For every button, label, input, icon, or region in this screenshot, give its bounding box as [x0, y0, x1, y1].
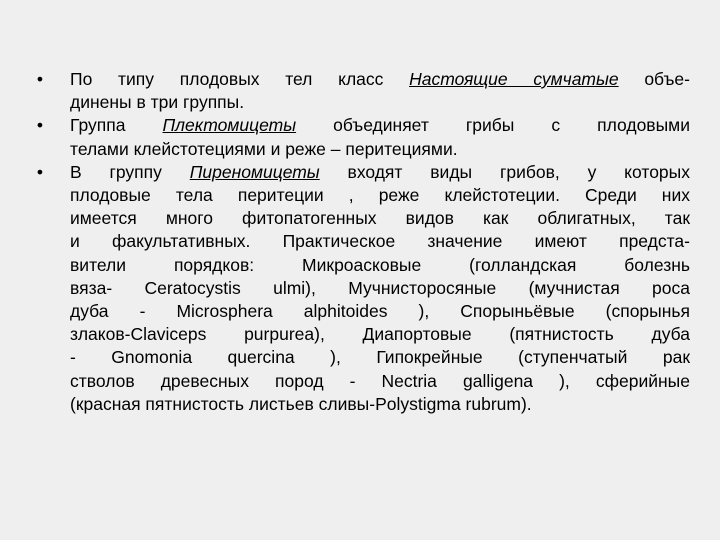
- bullet-line: вяза- Ceratocystis ulmi), Мучнисторосяные (мучнистая роса: [70, 277, 690, 298]
- bullet-line: динены в три группы.: [70, 92, 245, 113]
- bullet-line: [70, 114, 690, 137]
- text-run: входят виды грибов, у которых: [319, 161, 690, 182]
- bullet-item-2: [30, 114, 690, 160]
- text-run: В группу: [70, 161, 190, 182]
- text-run: объе-: [618, 69, 690, 89]
- bullet-marker: •: [36, 115, 44, 136]
- bullet-line: телами клейстотециями и реже – перитециями.: [70, 138, 458, 159]
- bullet-marker: •: [36, 69, 44, 89]
- term-highlight: Настоящие сумчатые: [409, 69, 619, 89]
- bullet-list: [30, 68, 690, 416]
- term-highlight: Плектомицеты: [162, 115, 297, 136]
- bullet-line: [70, 68, 690, 91]
- text-run: объединяет грибы с плодовыми: [296, 115, 690, 136]
- bullet-line: (красная пятнистость листьев сливы-Polystigma rubrum).: [70, 393, 532, 414]
- bullet-line: плодовые тела перитеции , реже клейстотеции. Среди них: [70, 185, 690, 206]
- text-run: Группа: [70, 115, 163, 136]
- bullet-line: дуба - Microsphera alphitoides ), Спорыньёвые (спорынья: [70, 301, 690, 322]
- bullet-item-3: [30, 161, 690, 416]
- bullet-marker: •: [36, 161, 44, 182]
- bullet-line: - Gnomonia quercina ), Гипокрейные (ступенчатый рак: [70, 347, 690, 368]
- term-highlight: Пиреномицеты: [189, 161, 320, 182]
- bullet-line: имеется много фитопатогенных видов как облигатных, так: [70, 208, 690, 229]
- text-run: По типу плодовых тел класс: [70, 69, 410, 89]
- bullet-line: злаков-Claviceps purpurea), Диапортовые (пятнистость дуба: [70, 324, 690, 345]
- bullet-line: вители порядков: Микроасковые (голландская болезнь: [70, 254, 690, 275]
- bullet-line: [70, 161, 690, 184]
- bullet-line: стволов древесных пород - Nectria galligena ), сферийные: [70, 370, 690, 391]
- bullet-item-1: [30, 68, 690, 114]
- bullet-line: и факультативных. Практическое значение имеют предста-: [70, 231, 690, 252]
